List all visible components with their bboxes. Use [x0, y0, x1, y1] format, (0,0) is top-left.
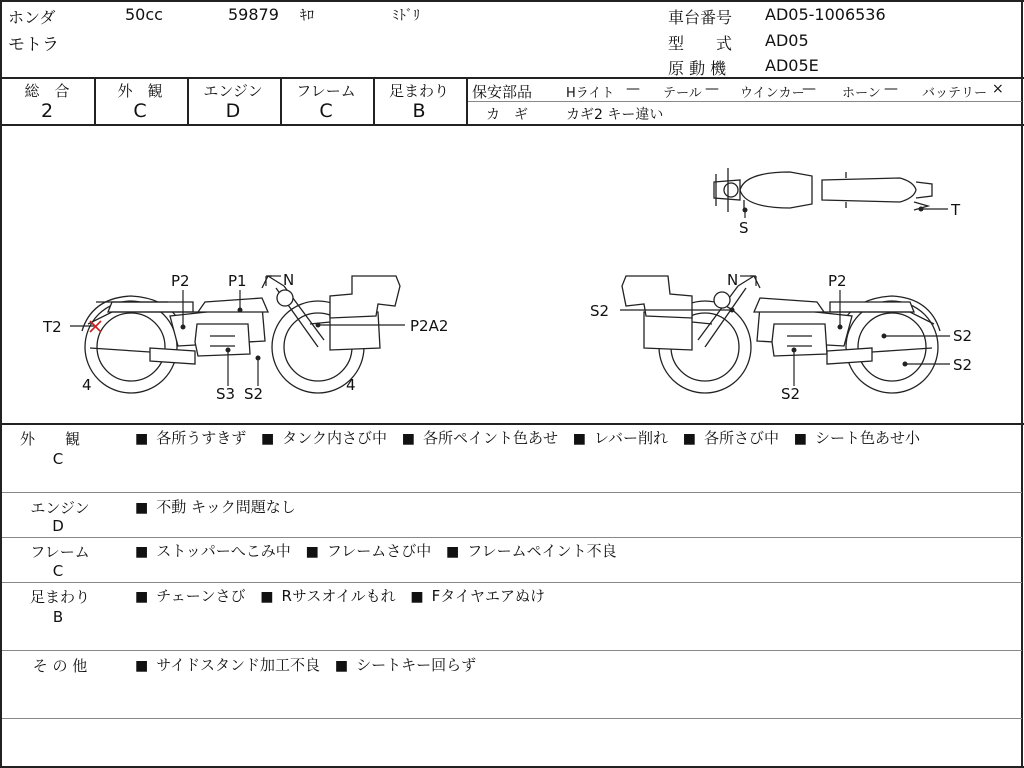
note-item: 各所うすきず	[156, 429, 247, 447]
label-right-n: N	[727, 271, 739, 289]
safety-mark-headlight: —	[626, 81, 640, 97]
section-divider-4	[2, 650, 1022, 651]
section-divider-3	[2, 582, 1022, 583]
label-left-p2a2: P2A2	[410, 317, 449, 335]
section-label: フレーム	[30, 543, 90, 561]
suspension-grade: B	[412, 100, 426, 122]
damage-diagram	[0, 126, 1022, 422]
engine-model-value: AD05E	[765, 56, 819, 75]
frame-no-label: 車台番号	[668, 8, 733, 27]
label-left-s2: S2	[244, 385, 264, 403]
note-item: 各所ペイント色あせ	[422, 429, 558, 447]
note-item: チェーンさび	[156, 587, 246, 605]
label-right-s2-engine: S2	[781, 385, 801, 403]
engine-label: エンジン	[203, 82, 263, 100]
divider-safety	[466, 101, 1022, 102]
suspension-label: 足まわり	[388, 82, 449, 100]
note-item: フレームペイント不良	[467, 542, 617, 560]
displacement: 50cc	[125, 5, 163, 24]
label-left-4-front: 4	[346, 376, 356, 394]
safety-item-battery: バッテリー	[922, 86, 988, 101]
engine-model-label: 原 動 機	[668, 59, 727, 78]
section-grade: C	[52, 562, 64, 580]
maker: ホンダ	[8, 8, 56, 27]
mileage: 59879	[228, 5, 279, 24]
section-label: そ の 他	[32, 657, 88, 675]
section-divider-1	[2, 492, 1022, 493]
safety-item-horn: ホーン	[842, 86, 881, 101]
divider-header	[0, 77, 1024, 79]
note-item: Fタイヤエアぬけ	[431, 587, 545, 605]
safety-mark-battery: ×	[992, 81, 1004, 97]
exterior-label: 外 観	[117, 82, 163, 100]
safety-item-headlight: Hライト	[566, 86, 615, 101]
section-divider-2	[2, 537, 1022, 538]
note-item: ストッパーへこみ中	[156, 542, 291, 560]
section-label: 足まわり	[29, 588, 90, 606]
section-divider-5	[2, 718, 1022, 719]
label-top-t: T	[951, 201, 961, 219]
type-value: AD05	[765, 31, 809, 50]
frame-label: フレーム	[296, 82, 356, 100]
overall-grade: 2	[40, 100, 54, 122]
top-markers	[743, 207, 949, 219]
section-notes: ■ チェーンさび ■ Rサスオイルもれ ■ Fタイヤエアぬけ	[135, 587, 545, 605]
section-grade: C	[52, 450, 64, 468]
section-grade: D	[52, 517, 64, 535]
section-label: エンジン	[30, 499, 90, 517]
label-right-s2-wheel: S2	[953, 356, 973, 374]
mileage-unit: ｷﾛ	[300, 8, 314, 24]
section-notes: ■ ストッパーへこみ中 ■ フレームさび中 ■ フレームペイント不良	[135, 542, 617, 560]
safety-mark-horn: —	[884, 81, 898, 97]
type-label: 型 式	[668, 34, 733, 53]
label-left-4-rear: 4	[82, 376, 92, 394]
note-item: Rサスオイルもれ	[281, 587, 396, 605]
label-right-s2-box: S2	[590, 302, 610, 320]
safety-parts-label: 保安部品	[472, 83, 533, 101]
label-top-s: S	[739, 219, 749, 237]
note-item: レバー削れ	[594, 429, 668, 447]
bike-top-view	[714, 168, 932, 212]
note-item: シートキー回らず	[356, 656, 477, 674]
engine-grade: D	[225, 100, 241, 122]
label-right-s2-seat: S2	[953, 327, 973, 345]
safety-mark-winker: —	[802, 81, 816, 97]
section-notes: ■ 不動 キック問題なし	[135, 498, 296, 516]
key-value: カギ2 キー違い	[566, 107, 664, 123]
section-notes: ■ 各所うすきず ■ タンク内さび中 ■ 各所ペイント色あせ ■ レバー削れ ■ 各所さび中 ■ シート色あせ小	[135, 429, 921, 447]
vehicle-color: ﾐﾄﾞﾘ	[392, 8, 420, 24]
note-item: タンク内さび中	[282, 429, 387, 447]
safety-item-tail: テール	[663, 86, 702, 101]
safety-mark-tail: —	[705, 81, 719, 97]
note-item: 各所さび中	[703, 429, 779, 447]
section-notes: ■ サイドスタンド加工不良 ■ シートキー回らず	[135, 656, 477, 674]
divider-diagram	[0, 423, 1024, 425]
frame-top	[0, 0, 1024, 2]
label-left-s3: S3	[216, 385, 236, 403]
safety-item-winker: ウインカー	[740, 86, 805, 101]
note-item: サイドスタンド加工不良	[156, 656, 321, 674]
bike-right-side-view	[622, 276, 940, 393]
frame-no: AD05-1006536	[765, 5, 886, 24]
label-left-n: N	[283, 271, 295, 289]
grade-col-div-5	[466, 77, 468, 125]
exterior-grade: C	[133, 100, 147, 122]
overall-label: 総 合	[24, 82, 70, 100]
label-left-t2: T2	[43, 318, 62, 336]
label-right-p2: P2	[828, 272, 847, 290]
section-label: 外 観	[19, 430, 80, 448]
label-left-p1: P1	[228, 272, 247, 290]
label-left-p2: P2	[171, 272, 190, 290]
model-name: モトラ	[8, 35, 59, 55]
note-item: フレームさび中	[326, 542, 432, 560]
note-item: シート色あせ小	[815, 429, 921, 447]
frame-grade: C	[319, 100, 333, 122]
section-grade: B	[52, 608, 64, 626]
note-item: 不動 キック問題なし	[156, 498, 296, 516]
key-label: カ ギ	[486, 107, 528, 123]
